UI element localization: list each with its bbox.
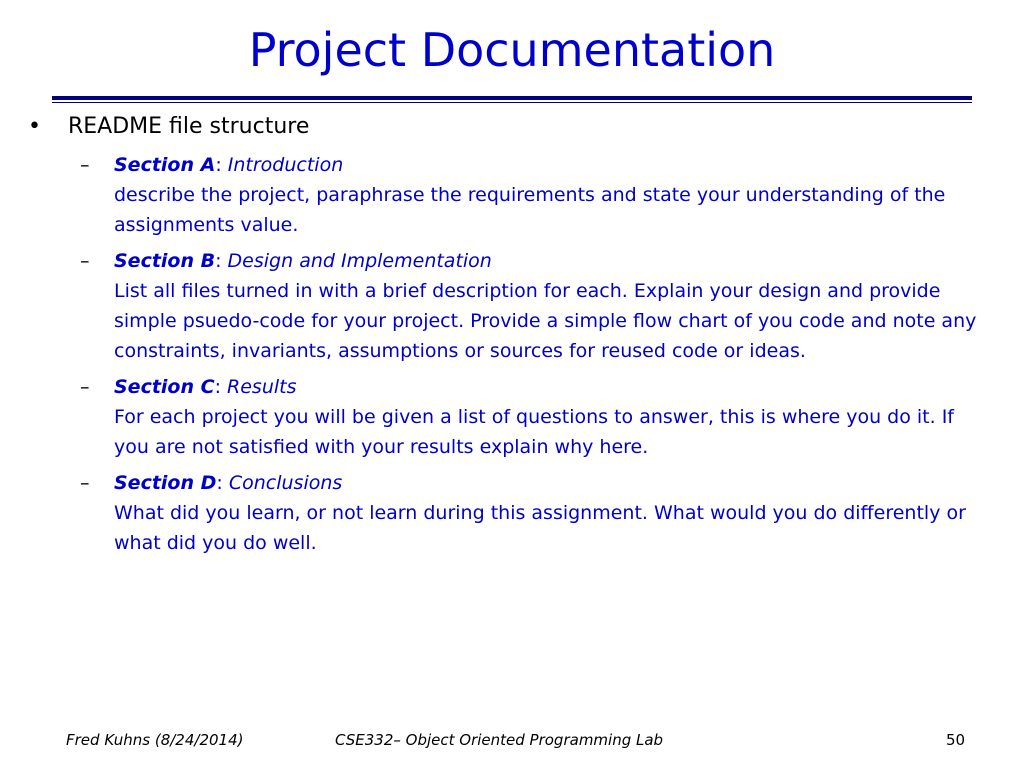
section-colon: : bbox=[215, 154, 222, 176]
section-heading bbox=[114, 246, 990, 276]
section-heading bbox=[114, 372, 990, 402]
section-label: Section D bbox=[114, 472, 217, 494]
bullet-marker: • bbox=[28, 114, 41, 139]
dash-marker: – bbox=[80, 376, 90, 398]
section-body: For each project you will be given a list of questions to answer, this is where you do it. If you are not satisfied with your results explain why here. bbox=[114, 406, 954, 458]
section-title: Conclusions bbox=[222, 472, 343, 494]
footer-course: CSE332– Object Oriented Programming Lab bbox=[335, 731, 664, 749]
section-title: Design and Implementation bbox=[221, 250, 492, 272]
section-title: Introduction bbox=[221, 154, 344, 176]
dash-marker: – bbox=[80, 472, 90, 494]
dash-marker: – bbox=[80, 250, 90, 272]
dash-marker: – bbox=[80, 154, 90, 176]
section-label: Section C bbox=[114, 376, 215, 398]
section-item-c bbox=[80, 372, 990, 462]
title-divider-thick bbox=[52, 96, 972, 100]
section-label: Section A bbox=[114, 154, 216, 176]
section-colon: : bbox=[215, 250, 222, 272]
section-colon: : bbox=[216, 472, 223, 494]
section-body: List all files turned in with a brief description for each. Explain your design and provide simple psuedo-code for your project. Provide a simple flow chart of you code and note any constraints, invariants, assumptions or sources for reused code or ideas. bbox=[114, 280, 977, 362]
section-label: Section B bbox=[114, 250, 216, 272]
title-divider-thin bbox=[52, 102, 972, 103]
section-item-d bbox=[80, 468, 990, 558]
section-heading bbox=[114, 468, 990, 498]
section-title: Results bbox=[220, 376, 297, 398]
section-item-a bbox=[80, 150, 990, 240]
section-list bbox=[80, 150, 990, 564]
section-item-b bbox=[80, 246, 990, 366]
page-number: 50 bbox=[946, 731, 966, 749]
bullet-text: README file structure bbox=[68, 114, 310, 139]
section-body: describe the project, paraphrase the requirements and state your understanding of the assignments value. bbox=[114, 184, 946, 236]
slide-title: Project Documentation bbox=[248, 23, 776, 77]
section-colon: : bbox=[214, 376, 221, 398]
section-heading bbox=[114, 150, 990, 180]
footer-author: Fred Kuhns (8/24/2014) bbox=[66, 731, 244, 749]
section-body: What did you learn, or not learn during this assignment. What would you do differently or what did you do well. bbox=[114, 502, 966, 554]
